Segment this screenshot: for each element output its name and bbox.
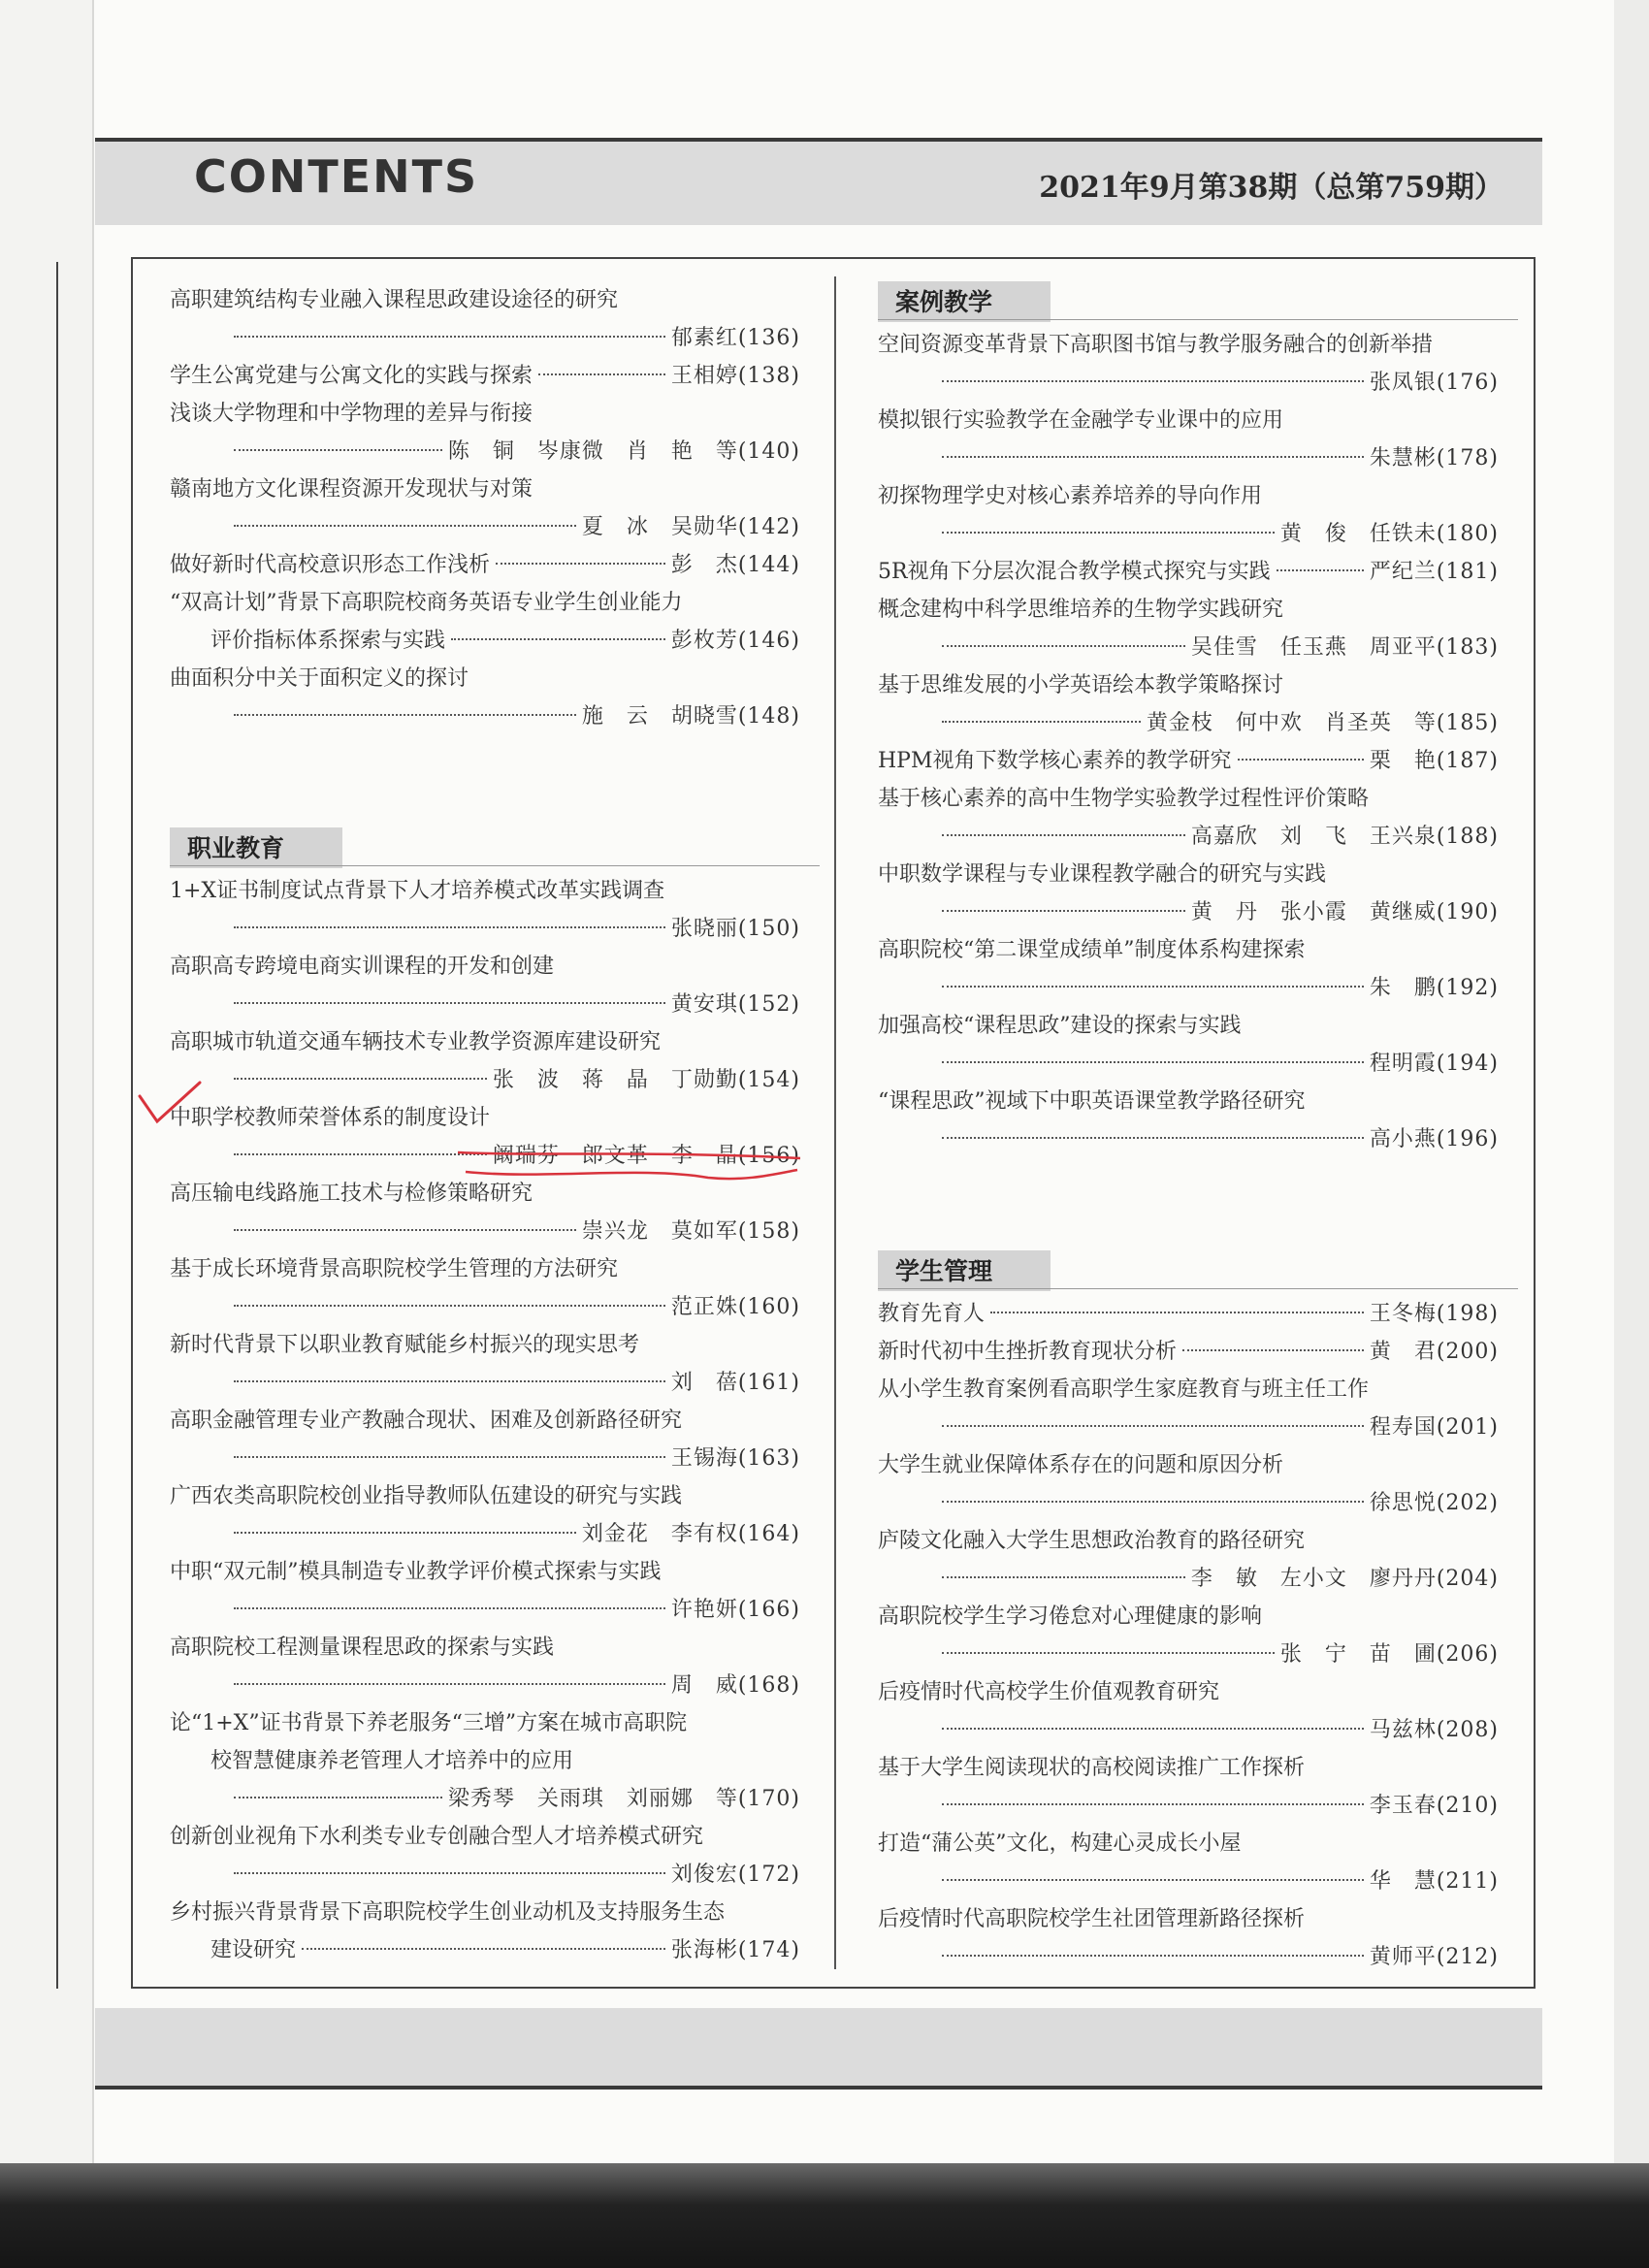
toc-title-line (170, 1099, 800, 1137)
entry-title: 基于成长环境背景高职院校学生管理的方法研究 (170, 1257, 619, 1281)
dot-leader (990, 1312, 1364, 1313)
toc-entry (170, 1818, 800, 1894)
toc-author-line (878, 629, 1499, 666)
toc-author-line (878, 969, 1499, 1007)
entry-author-page: 刘 蓓(161) (670, 1371, 800, 1395)
toc-title-line (170, 622, 800, 660)
dot-leader (234, 1607, 665, 1609)
entry-author-page: 彭 杰(144) (670, 553, 800, 577)
dot-leader (942, 1137, 1364, 1139)
toc-entry (170, 1629, 800, 1704)
toc-author-line (878, 893, 1499, 931)
entry-title: 后疫情时代高校学生价值观教育研究 (878, 1680, 1220, 1704)
entry-author-page: 王冬梅(198) (1369, 1302, 1499, 1326)
dot-leader (1277, 569, 1364, 571)
toc-entry (878, 1371, 1499, 1446)
entry-title: 评价指标体系探索与实践 (210, 629, 446, 653)
toc-entry (878, 1083, 1499, 1158)
dot-leader (234, 1078, 487, 1080)
toc-title-line (878, 402, 1499, 439)
dot-leader (942, 1728, 1364, 1730)
section-title: 案例教学 (878, 281, 1051, 322)
toc-entry (878, 1333, 1499, 1371)
dot-leader (942, 1879, 1364, 1881)
toc-title-line (878, 856, 1499, 893)
entry-author-page: 郁素红(136) (670, 326, 800, 350)
entry-author-page: 李 敏 左小文 廖丹丹(204) (1190, 1567, 1499, 1591)
entry-author-page: 黄 丹 张小霞 黄继威(190) (1190, 900, 1499, 924)
entry-title: 加强高校“课程思政”建设的探索与实践 (878, 1014, 1242, 1038)
entry-title: 创新创业视角下水利类专业专创融合型人才培养模式研究 (170, 1825, 704, 1849)
toc-author-line (170, 508, 800, 546)
toc-entry (878, 477, 1499, 553)
toc-title-line (170, 470, 800, 508)
toc-title-line (170, 1326, 800, 1364)
entry-author-page: 张晓丽(150) (670, 917, 800, 941)
toc-entry (878, 1749, 1499, 1825)
toc-title-line (170, 948, 800, 986)
toc-entry (878, 326, 1499, 402)
entry-author-page: 张 宁 苗 圃(206) (1279, 1642, 1499, 1667)
toc-title-line (878, 1371, 1499, 1409)
toc-author-line (878, 1045, 1499, 1083)
toc-title-line (878, 1900, 1499, 1938)
toc-entry (170, 1704, 800, 1818)
page-title: CONTENTS (194, 150, 479, 203)
toc-entry (170, 1250, 800, 1326)
handwritten-underline (456, 1145, 805, 1183)
entry-title: 基于核心素养的高中生物学实验教学过程性评价策略 (878, 787, 1370, 811)
dot-leader (942, 532, 1275, 534)
entry-title: 高职院校学生学习倦怠对心理健康的影响 (878, 1604, 1263, 1629)
toc-author-line (170, 1364, 800, 1402)
toc-title-line (878, 1522, 1499, 1560)
entry-author-page: 高小燕(196) (1369, 1127, 1499, 1151)
toc-entry (170, 948, 800, 1023)
entry-author-page: 高嘉欣 刘 飞 王兴泉(188) (1190, 825, 1499, 849)
toc-author-line (170, 697, 800, 735)
entry-author-page: 程寿国(201) (1369, 1415, 1499, 1440)
dot-leader (234, 1229, 576, 1231)
entry-title: “课程思政”视域下中职英语课堂教学路径研究 (878, 1089, 1306, 1114)
toc-author-line (878, 1409, 1499, 1446)
toc-author-line (878, 1484, 1499, 1522)
entry-author-page: 马兹林(208) (1369, 1718, 1499, 1742)
toc-entry (878, 1446, 1499, 1522)
toc-entry (878, 1007, 1499, 1083)
toc-title-line (878, 1825, 1499, 1863)
entry-author-page: 刘俊宏(172) (670, 1863, 800, 1887)
dot-leader (496, 563, 665, 565)
toc-title-line (878, 666, 1499, 704)
toc-author-line (170, 1667, 800, 1704)
toc-author-line (170, 1440, 800, 1477)
entry-title: 中职数学课程与专业课程教学融合的研究与实践 (878, 862, 1327, 887)
toc-title-line (878, 591, 1499, 629)
toc-entry (878, 931, 1499, 1007)
entry-author-page: 施 云 胡晓雪(148) (581, 704, 800, 729)
entry-title: 概念建构中科学思维培养的生物学实践研究 (878, 598, 1284, 622)
toc-entry (170, 1553, 800, 1629)
dot-leader (942, 1061, 1364, 1063)
entry-title: “双高计划”背景下高职院校商务英语专业学生创业能力 (170, 591, 683, 615)
toc-title-line (170, 584, 800, 622)
toc-entry (878, 666, 1499, 742)
toc-entry (170, 1326, 800, 1402)
toc-title-line (878, 742, 1499, 780)
entry-author-page: 许艳妍(166) (670, 1598, 800, 1622)
toc-title-line (878, 1295, 1499, 1333)
entry-author-page: 黄师平(212) (1369, 1945, 1499, 1969)
entry-author-page: 吴佳雪 任玉燕 周亚平(183) (1190, 635, 1499, 660)
dot-leader (942, 1576, 1185, 1578)
issue-label: 2021年9月第38期（总第759期） (1039, 171, 1504, 205)
entry-author-page: 梁秀琴 关雨琪 刘丽娜 等(170) (447, 1787, 800, 1811)
toc-author-line (878, 818, 1499, 856)
dot-leader (234, 1002, 665, 1004)
toc-author-line (878, 1863, 1499, 1900)
toc-title-line (878, 477, 1499, 515)
entry-title: 赣南地方文化课程资源开发现状与对策 (170, 477, 534, 502)
dot-leader (942, 645, 1185, 647)
dot-leader (234, 1532, 576, 1534)
entry-author-page: 严纪兰(181) (1369, 560, 1499, 584)
entry-title: 中职“双元制”模具制造专业教学评价模式探索与实践 (170, 1560, 662, 1584)
toc-author-line (170, 1856, 800, 1894)
scan-shadow (0, 2163, 1649, 2268)
toc-title-line (170, 1894, 800, 1931)
toc-title-line (878, 1749, 1499, 1787)
entry-title: 空间资源变革背景下高职图书馆与教学服务融合的创新举措 (878, 333, 1434, 357)
entry-title: 建设研究 (210, 1938, 297, 1962)
toc-title-line (170, 1250, 800, 1288)
toc-entry (170, 357, 800, 395)
entry-title: 做好新时代高校意识形态工作浅析 (170, 553, 491, 577)
adjacent-page-edge (0, 0, 94, 2268)
toc-entry (170, 1023, 800, 1099)
toc-author-line (878, 1120, 1499, 1158)
toc-entry (170, 395, 800, 470)
section-title: 职业教育 (170, 827, 342, 868)
toc-author-line (170, 910, 800, 948)
entry-author-page: 程明霞(194) (1369, 1052, 1499, 1076)
entry-title: 新时代初中生挫折教育现状分析 (878, 1340, 1178, 1364)
entry-title: 初探物理学史对核心素养培养的导向作用 (878, 484, 1263, 508)
entry-author-page: 栗 艳(187) (1369, 749, 1499, 773)
entry-title: 模拟银行实验教学在金融学专业课中的应用 (878, 408, 1284, 433)
dot-leader (538, 373, 665, 375)
section-case-header (878, 281, 1499, 320)
entry-title: 5R视角下分层次混合教学模式探究与实践 (878, 560, 1271, 584)
dot-leader (234, 1380, 665, 1382)
toc-entry (170, 1175, 800, 1250)
entry-author-page: 王相婷(138) (670, 364, 800, 388)
entry-author-page: 黄金枝 何中欢 肖圣英 等(185) (1146, 711, 1499, 735)
toc-entry (878, 780, 1499, 856)
dot-leader (234, 1305, 665, 1307)
entry-title: 新时代背景下以职业教育赋能乡村振兴的现实思考 (170, 1333, 640, 1357)
toc-author-line (878, 1560, 1499, 1598)
toc-title-line (170, 281, 800, 319)
toc-author-line (878, 364, 1499, 402)
entry-author-page: 周 威(168) (670, 1673, 800, 1698)
dot-leader (234, 1456, 665, 1458)
entry-title: 浅谈大学物理和中学物理的差异与衔接 (170, 402, 534, 426)
section-case-entries (878, 326, 1499, 1158)
entry-author-page: 刘金花 李有权(164) (581, 1522, 800, 1546)
entry-author-page: 黄安琪(152) (670, 992, 800, 1017)
toc-title-line (170, 1742, 800, 1780)
toc-author-line (878, 704, 1499, 742)
entry-title: 高压输电线路施工技术与检修策略研究 (170, 1182, 534, 1206)
toc-entry (878, 1825, 1499, 1900)
toc-title-line (878, 931, 1499, 969)
right-column (878, 281, 1499, 1976)
toc-entry (170, 1402, 800, 1477)
toc-author-line (170, 1288, 800, 1326)
toc-title-line (878, 553, 1499, 591)
entry-title: 1+X证书制度试点背景下人才培养模式改革实践调查 (170, 879, 665, 903)
dot-leader (942, 1652, 1275, 1654)
left-top-entries (170, 281, 800, 735)
entry-author-page: 张凤银(176) (1369, 371, 1499, 395)
entry-title: 高职金融管理专业产教融合现状、困难及创新路径研究 (170, 1409, 683, 1433)
dot-leader (942, 1425, 1364, 1427)
toc-entry (170, 546, 800, 584)
entry-title: 校智慧健康养老管理人才培养中的应用 (210, 1749, 574, 1773)
toc-entry (878, 591, 1499, 666)
toc-author-line (170, 1515, 800, 1553)
dot-leader (942, 1803, 1364, 1805)
dot-leader (942, 721, 1141, 723)
toc-title-line (170, 1931, 800, 1969)
dot-leader (942, 380, 1364, 382)
entry-author-page: 王锡海(163) (670, 1446, 800, 1471)
dot-leader (302, 1948, 665, 1950)
section-student-header (878, 1250, 1499, 1289)
dot-leader (1238, 759, 1364, 761)
toc-entry (170, 1894, 800, 1969)
entry-title: 高职高专跨境电商实训课程的开发和创建 (170, 955, 555, 979)
toc-entry (878, 1900, 1499, 1976)
toc-title-line (170, 395, 800, 433)
entry-title: 学生公寓党建与公寓文化的实践与探索 (170, 364, 534, 388)
entry-title: 中职学校教师荣誉体系的制度设计 (170, 1106, 491, 1130)
toc-author-line (170, 319, 800, 357)
toc-entry (878, 1598, 1499, 1673)
entry-author-page: 范正姝(160) (670, 1295, 800, 1319)
toc-title-line (170, 1402, 800, 1440)
toc-author-line (170, 986, 800, 1023)
section-title: 学生管理 (878, 1250, 1051, 1291)
section-vocational-header (170, 827, 800, 866)
footer-band (95, 2008, 1542, 2090)
dot-leader (234, 1153, 487, 1155)
entry-title: 曲面积分中关于面积定义的探讨 (170, 666, 469, 691)
entry-author-page: 张海彬(174) (670, 1938, 800, 1962)
toc-title-line (170, 1553, 800, 1591)
toc-entry (878, 1295, 1499, 1333)
toc-entry (170, 872, 800, 948)
adjacent-page-rule (56, 262, 58, 1989)
dot-leader (234, 1872, 665, 1874)
entry-author-page: 黄 君(200) (1369, 1340, 1499, 1364)
section-vocational-entries (170, 872, 800, 1969)
entry-title: 后疫情时代高职院校学生社团管理新路径探析 (878, 1907, 1306, 1931)
entry-title: 论“1+X”证书背景下养老服务“三增”方案在城市高职院 (170, 1711, 688, 1735)
check-mark-annotation (136, 1079, 204, 1127)
dot-leader (942, 986, 1364, 988)
toc-author-line (170, 1780, 800, 1818)
entry-author-page: 张 波 蒋 晶 丁勋勤(154) (492, 1068, 800, 1092)
toc-title-line (170, 1477, 800, 1515)
dot-leader (942, 1955, 1364, 1957)
entry-title: 广西农类高职院校创业指导教师队伍建设的研究与实践 (170, 1484, 683, 1508)
dot-leader (234, 714, 576, 716)
toc-author-line (170, 1061, 800, 1099)
dot-leader (234, 525, 576, 527)
toc-entry (878, 1522, 1499, 1598)
entry-title: 基于大学生阅读现状的高校阅读推广工作探析 (878, 1756, 1306, 1780)
entry-author-page: 陈 铜 岑康微 肖 艳 等(140) (447, 439, 800, 464)
toc-entry (878, 856, 1499, 931)
entry-author-page: 朱慧彬(178) (1369, 446, 1499, 470)
entry-author-page: 徐思悦(202) (1369, 1491, 1499, 1515)
dot-leader (942, 1501, 1364, 1503)
toc-title-line (878, 326, 1499, 364)
dot-leader (234, 926, 665, 928)
toc-entry (878, 402, 1499, 477)
entry-title: 打造“蒲公英”文化，构建心灵成长小屋 (878, 1831, 1242, 1856)
entry-author-page: 李玉春(210) (1369, 1794, 1499, 1818)
column-divider (834, 276, 836, 1969)
toc-entry (170, 470, 800, 546)
toc-entry (170, 1477, 800, 1553)
toc-entry (170, 660, 800, 735)
toc-title-line (878, 780, 1499, 818)
toc-title-line (170, 872, 800, 910)
entry-title: 教育先育人 (878, 1302, 986, 1326)
toc-author-line (170, 1213, 800, 1250)
toc-title-line (170, 1023, 800, 1061)
dot-leader (942, 910, 1185, 912)
toc-author-line (878, 1938, 1499, 1976)
dot-leader (234, 1797, 442, 1798)
toc-title-line (878, 1446, 1499, 1484)
entry-author-page: 华 慧(211) (1369, 1869, 1499, 1894)
entry-title: 高职城市轨道交通车辆技术专业教学资源库建设研究 (170, 1030, 662, 1054)
entry-title: HPM视角下数学核心素养的教学研究 (878, 749, 1232, 773)
toc-author-line (878, 1711, 1499, 1749)
toc-entry (170, 584, 800, 660)
entry-title: 高职建筑结构专业融入课程思政建设途径的研究 (170, 288, 619, 312)
toc-title-line (170, 1818, 800, 1856)
entry-title: 基于思维发展的小学英语绘本教学策略探讨 (878, 673, 1284, 697)
left-column (170, 281, 800, 1969)
toc-title-line (170, 546, 800, 584)
dot-leader (942, 456, 1364, 458)
entry-author-page: 夏 冰 吴勋华(142) (581, 515, 800, 539)
section-student-entries (878, 1295, 1499, 1976)
entry-title: 庐陵文化融入大学生思想政治教育的路径研究 (878, 1529, 1306, 1553)
entry-author-page: 阚瑞芬 郎文革 李 晶(156) (492, 1144, 800, 1168)
toc-title-line (878, 1673, 1499, 1711)
toc-title-line (878, 1598, 1499, 1636)
toc-author-line (878, 515, 1499, 553)
toc-author-line (170, 433, 800, 470)
toc-title-line (170, 357, 800, 395)
dot-leader (942, 834, 1185, 836)
dot-leader (1182, 1349, 1364, 1351)
toc-title-line (170, 1629, 800, 1667)
dot-leader (451, 638, 665, 640)
entry-title: 高职院校“第二课堂成绩单”制度体系构建探索 (878, 938, 1306, 962)
entry-title: 大学生就业保障体系存在的问题和原因分析 (878, 1453, 1284, 1477)
entry-author-page: 黄 俊 任铁未(180) (1279, 522, 1499, 546)
dot-leader (234, 1683, 665, 1685)
toc-title-line (170, 660, 800, 697)
toc-entry (878, 1673, 1499, 1749)
toc-title-line (170, 1704, 800, 1742)
toc-author-line (878, 1787, 1499, 1825)
toc-title-line (878, 1333, 1499, 1371)
page-right-margin (1614, 0, 1649, 2268)
entry-author-page: 彭枚芳(146) (670, 629, 800, 653)
toc-title-line (878, 1007, 1499, 1045)
dot-leader (234, 336, 665, 338)
entry-author-page: 朱 鹏(192) (1369, 976, 1499, 1000)
dot-leader (234, 449, 442, 451)
entry-author-page: 崇兴龙 莫如军(158) (581, 1219, 800, 1244)
toc-author-line (170, 1591, 800, 1629)
entry-title: 高职院校工程测量课程思政的探索与实践 (170, 1636, 555, 1660)
toc-title-line (878, 1083, 1499, 1120)
toc-entry (878, 742, 1499, 780)
entry-title: 乡村振兴背景背景下高职院校学生创业动机及支持服务生态 (170, 1900, 726, 1925)
toc-author-line (878, 439, 1499, 477)
entry-title: 从小学生教育案例看高职学生家庭教育与班主任工作 (878, 1377, 1370, 1402)
toc-entry (170, 281, 800, 357)
toc-author-line (878, 1636, 1499, 1673)
toc-entry (878, 553, 1499, 591)
